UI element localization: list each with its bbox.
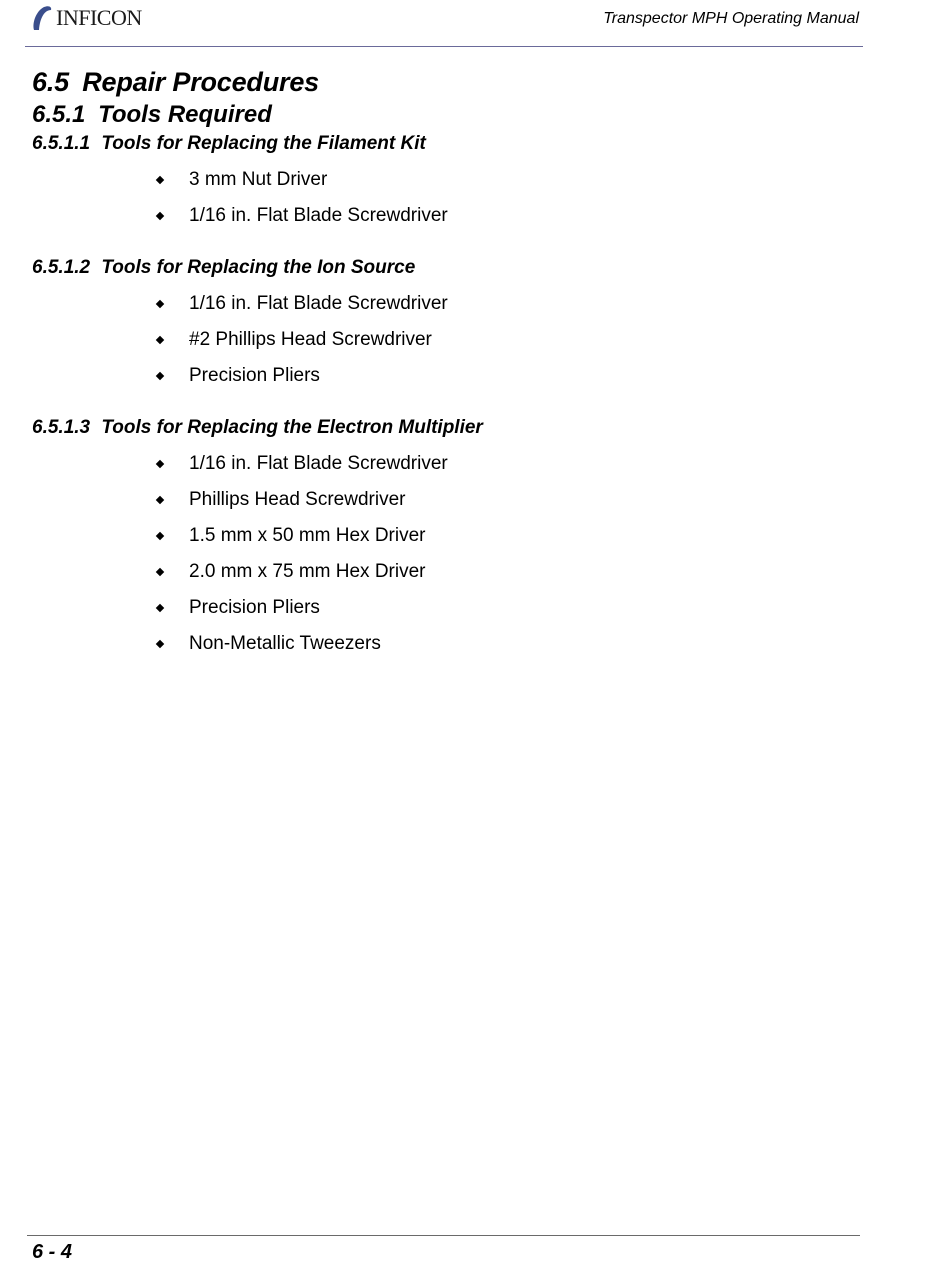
tool-name: 1/16 in. Flat Blade Screwdriver [189, 453, 448, 474]
logo-wordmark: INFICON [56, 5, 142, 30]
section-number: 6.5 [32, 67, 69, 97]
list-item [157, 482, 862, 518]
list-item [157, 162, 862, 198]
tool-group-number: 6.5.1.3 [32, 417, 91, 438]
inficon-logo-mark-icon [30, 5, 54, 31]
tool-group-heading [32, 414, 862, 442]
diamond-bullet-icon [156, 372, 164, 380]
list-item [157, 446, 862, 482]
diamond-bullet-icon [156, 604, 164, 612]
tool-list [157, 446, 862, 662]
list-item [157, 590, 862, 626]
list-item [157, 322, 862, 358]
tool-name: Non-Metallic Tweezers [189, 633, 381, 654]
tool-name: 1/16 in. Flat Blade Screwdriver [189, 293, 448, 314]
tool-name: 1/16 in. Flat Blade Screwdriver [189, 205, 448, 226]
tool-name: #2 Phillips Head Screwdriver [189, 329, 432, 350]
header-divider [25, 46, 863, 47]
tool-group-ion-source [32, 254, 862, 394]
manual-title: Transpector MPH Operating Manual [603, 10, 859, 27]
tool-name: 2.0 mm x 75 mm Hex Driver [189, 561, 426, 582]
page-content [32, 64, 862, 662]
tool-name: 1.5 mm x 50 mm Hex Driver [189, 525, 426, 546]
list-item [157, 198, 862, 234]
section-title: Repair Procedures [82, 67, 319, 97]
diamond-bullet-icon [156, 336, 164, 344]
subsection-heading [32, 100, 862, 130]
inficon-logo [30, 4, 142, 32]
diamond-bullet-icon [156, 212, 164, 220]
page-header [0, 0, 950, 48]
tool-name: Precision Pliers [189, 365, 320, 386]
list-item [157, 554, 862, 590]
tool-group-filament-kit [32, 130, 862, 234]
diamond-bullet-icon [156, 300, 164, 308]
tool-group-heading [32, 254, 862, 282]
tool-group-electron-multiplier [32, 414, 862, 662]
diamond-bullet-icon [156, 496, 164, 504]
tool-group-number: 6.5.1.1 [32, 133, 91, 154]
diamond-bullet-icon [156, 460, 164, 468]
tool-name: Precision Pliers [189, 597, 320, 618]
tool-group-number: 6.5.1.2 [32, 257, 91, 278]
tool-name: 3 mm Nut Driver [189, 169, 328, 190]
list-item [157, 626, 862, 662]
list-item [157, 358, 862, 394]
tool-group-title: Tools for Replacing the Ion Source [101, 257, 416, 278]
diamond-bullet-icon [156, 176, 164, 184]
list-item [157, 518, 862, 554]
diamond-bullet-icon [156, 568, 164, 576]
subsection-title: Tools Required [98, 101, 272, 128]
diamond-bullet-icon [156, 640, 164, 648]
tool-group-title: Tools for Replacing the Electron Multiplier [101, 417, 483, 438]
footer-divider [27, 1235, 860, 1236]
list-item [157, 286, 862, 322]
section-heading [32, 64, 862, 100]
page-number: 6 - 4 [32, 1241, 73, 1263]
tool-list [157, 286, 862, 394]
tool-name: Phillips Head Screwdriver [189, 489, 406, 510]
tool-group-heading [32, 130, 862, 158]
diamond-bullet-icon [156, 532, 164, 540]
subsection-number: 6.5.1 [32, 101, 86, 128]
tool-group-title: Tools for Replacing the Filament Kit [101, 133, 426, 154]
tool-list [157, 162, 862, 234]
